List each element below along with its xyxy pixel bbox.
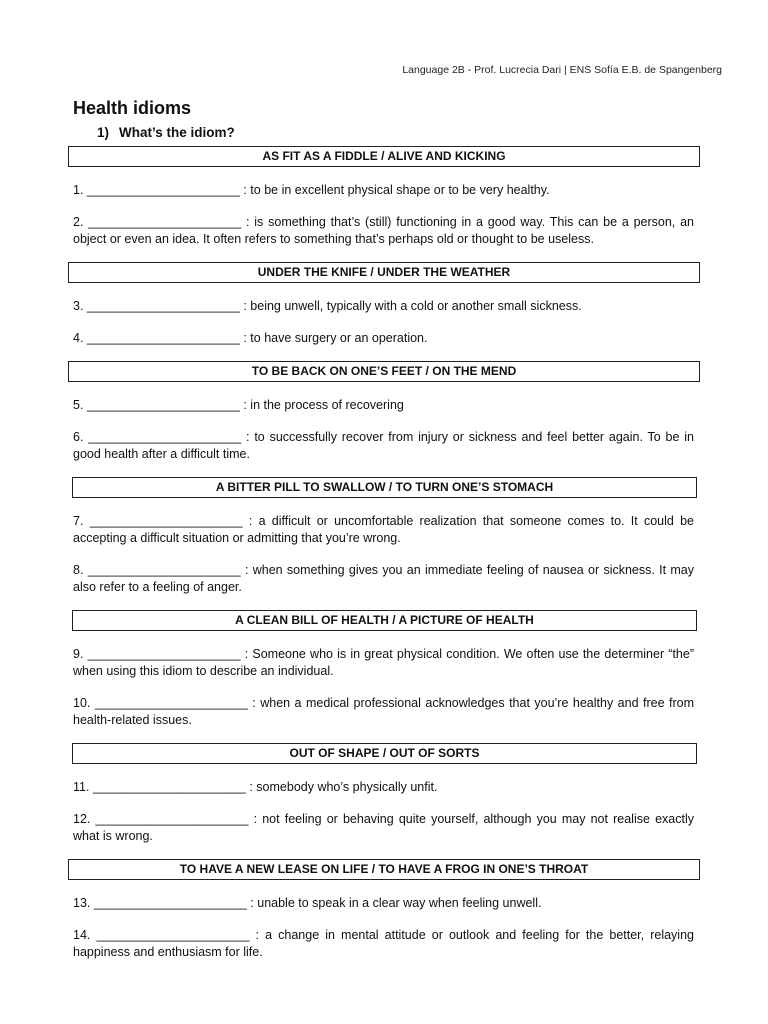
idiom-options-box: A BITTER PILL TO SWALLOW / TO TURN ONE’S STOMACH [72,477,697,498]
answer-blank: ______________________ [93,896,247,910]
idiom-section [68,610,700,729]
page-title: Health idioms [73,98,192,118]
answer-blank: ______________________ [94,696,248,710]
idiom-section [68,361,700,463]
item-number: 5. [73,398,84,412]
exercise-item [73,397,694,414]
exercise-item [73,895,694,912]
item-number: 2. [73,215,84,229]
idiom-options-box: OUT OF SHAPE / OUT OF SORTS [72,743,697,764]
idiom-section [68,146,700,248]
answer-blank: ______________________ [89,514,243,528]
answer-blank: ______________________ [87,563,241,577]
answer-blank: ______________________ [88,430,242,444]
exercise-item [73,429,694,463]
course-header: Language 2B - Prof. Lucrecia Dari | ENS Sofía E.B. de Spangenberg [402,64,722,76]
item-definition: : a change in mental attitude or outlook and feeling for the better, relaying happiness and enthusiasm for life. [73,928,694,959]
idiom-section [68,743,700,845]
item-number: 3. [73,299,84,313]
item-number: 13. [73,896,91,910]
answer-blank: ______________________ [86,299,240,313]
item-definition: : being unwell, typically with a cold or another small sickness. [239,299,582,313]
exercise-item [73,695,694,729]
item-definition: : not feeling or behaving quite yourself, although you may not realise exactly what is wrong. [73,812,694,843]
item-definition: : when a medical professional acknowledges that you’re healthy and free from health-related issues. [73,696,694,727]
exercise-label: What’s the idiom? [119,125,235,140]
exercise-item [73,811,694,845]
exercise-item [73,513,694,547]
idiom-options-box: AS FIT AS A FIDDLE / ALIVE AND KICKING [68,146,700,167]
answer-blank: ______________________ [88,215,242,229]
idiom-options-box: UNDER THE KNIFE / UNDER THE WEATHER [68,262,700,283]
item-number: 1. [73,183,84,197]
exercise-item [73,298,694,315]
item-definition: : is something that’s (still) functioning in a good way. This can be a person, an object or even an idea. It often refers to something that’s perhaps old or thought to be useless. [73,215,694,246]
idiom-section [68,262,700,347]
item-number: 6. [73,430,84,444]
idiom-options-box: TO BE BACK ON ONE’S FEET / ON THE MEND [68,361,700,382]
item-number: 7. [73,514,84,528]
idiom-options-box: A CLEAN BILL OF HEALTH / A PICTURE OF HEALTH [72,610,697,631]
exercise-item [73,779,694,796]
idiom-options-box: TO HAVE A NEW LEASE ON LIFE / TO HAVE A FROG IN ONE’S THROAT [68,859,700,880]
answer-blank: ______________________ [92,780,246,794]
answer-blank: ______________________ [87,647,241,661]
item-definition: : in the process of recovering [239,398,404,412]
item-number: 11. [73,780,90,794]
item-number: 14. [73,928,91,942]
exercise-item [73,562,694,596]
exercise-heading [97,125,235,140]
answer-blank: ______________________ [95,812,249,826]
idiom-section [68,859,700,961]
exercise-item [73,214,694,248]
item-number: 8. [73,563,84,577]
item-number: 10. [73,696,91,710]
exercise-content [68,146,700,961]
item-definition: : to successfully recover from injury or sickness and feel better again. To be in good health after a difficult time. [73,430,694,461]
item-number: 4. [73,331,84,345]
idiom-section [68,477,700,596]
answer-blank: ______________________ [96,928,250,942]
exercise-item [73,182,694,199]
item-definition: : a difficult or uncomfortable realization that someone comes to. It could be accepting a difficult situation or admitting that you’re wrong. [73,514,694,545]
item-definition: : to have surgery or an operation. [239,331,428,345]
item-number: 12. [73,812,91,826]
item-definition: : somebody who’s physically unfit. [245,780,438,794]
exercise-item [73,927,694,961]
item-definition: : when something gives you an immediate feeling of nausea or sickness. It may also refer to a feeling of anger. [73,563,694,594]
exercise-item [73,646,694,680]
answer-blank: ______________________ [86,398,240,412]
item-definition: : to be in excellent physical shape or to be very healthy. [239,183,550,197]
answer-blank: ______________________ [86,331,240,345]
answer-blank: ______________________ [86,183,240,197]
exercise-number: 1) [97,125,110,140]
exercise-item [73,330,694,347]
item-definition: : unable to speak in a clear way when feeling unwell. [246,896,542,910]
item-definition: : Someone who is in great physical condition. We often use the determiner “the” when using this idiom to describe an individual. [73,647,694,678]
item-number: 9. [73,647,84,661]
